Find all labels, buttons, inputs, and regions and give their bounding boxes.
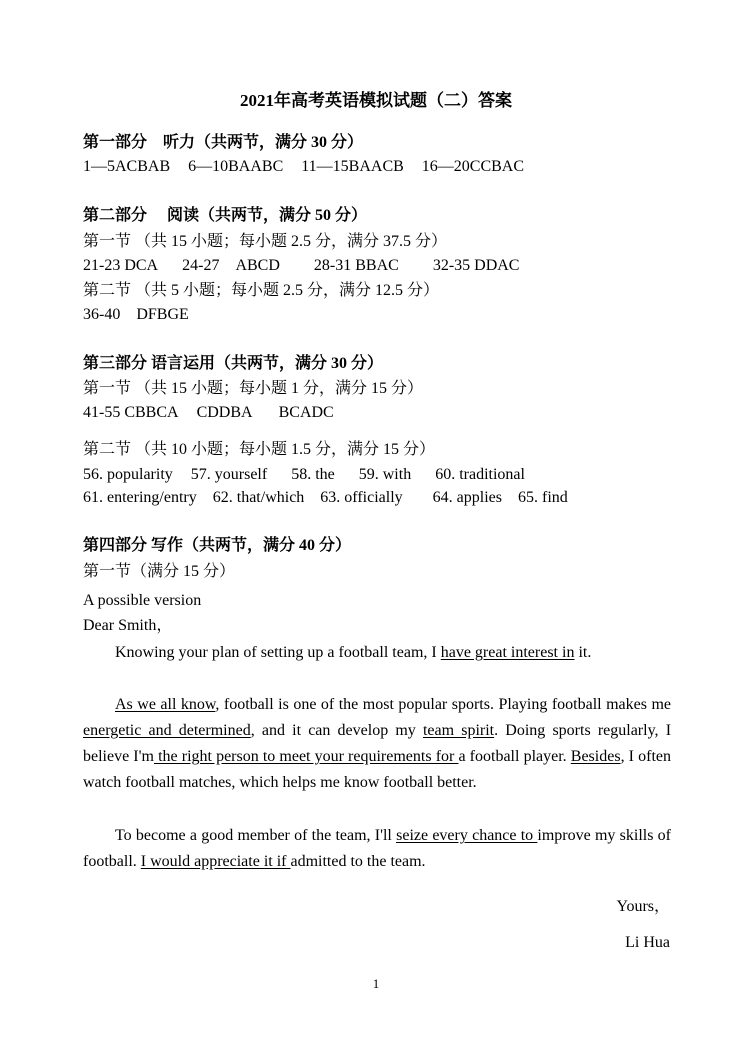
part4-section1: 第一节（满分 15 分） xyxy=(83,563,236,580)
part2-heading: 第二部分 阅读（共两节，满分 50 分） xyxy=(83,207,368,224)
part3-heading: 第三部分 语言运用（共两节，满分 30 分） xyxy=(83,355,384,372)
answer-group: 11—15BAACB xyxy=(301,158,404,175)
letter-paragraph-3: To become a good member of the team, I'll seize every chance to improve my skills of football. I would appreciate it if admitted to the team. xyxy=(83,827,671,870)
answer-item: 57. yourself xyxy=(190,466,268,483)
letter-signature: Li Hua xyxy=(625,934,670,951)
answer-item: 58. the xyxy=(291,466,335,483)
answer-item: 63. officially xyxy=(320,489,403,506)
letter-closing: Yours， xyxy=(616,898,670,915)
part1-answers xyxy=(83,157,524,177)
underlined-phrase: the right person to meet your requirements for xyxy=(153,748,459,765)
answer-group: BCADC xyxy=(278,404,334,421)
part3-section2: 第二节 （共 10 小题；每小题 1.5 分，满分 15 分） xyxy=(83,441,436,458)
answer-item: 56. popularity xyxy=(83,466,173,483)
page-number: 1 xyxy=(372,976,380,991)
part2-section1: 第一节 （共 15 小题；每小题 2.5 分，满分 37.5 分） xyxy=(83,233,448,250)
answer-group: CDDBA xyxy=(196,404,253,421)
page-title: 2021年高考英语模拟试题（二）答案 xyxy=(240,91,512,110)
underlined-phrase: energetic and determined xyxy=(83,722,251,739)
part3-row1 xyxy=(83,465,525,485)
letter-paragraph-1: Knowing your plan of setting up a football team, I have great interest in it. xyxy=(115,644,592,661)
answer-group: 24-27 ABCD xyxy=(182,257,280,274)
part3-answers1 xyxy=(83,403,334,423)
underlined-phrase: I would appreciate it if xyxy=(140,853,291,870)
answer-item: 62. that/which xyxy=(212,489,305,506)
letter-greeting: Dear Smith， xyxy=(83,617,173,634)
underlined-phrase: As we all know xyxy=(115,696,216,713)
answer-group: 41-55 CBBCA xyxy=(83,404,179,421)
part4-heading: 第四部分 写作（共两节，满分 40 分） xyxy=(83,537,352,554)
answer-group: 28-31 BBAC xyxy=(313,257,399,274)
answer-group: 1—5ACBAB xyxy=(83,158,171,175)
underlined-phrase: seize every chance to xyxy=(396,827,538,844)
letter-paragraph-2: As we all know, football is one of the most popular sports. Playing football makes me energetic and determined, and it can develop my team spirit. Doing sports regularly, I believe I'm the right person to meet your requirements for a football player. Besides, I often watch football matches, which helps me know football better. xyxy=(83,696,672,791)
part3-row2 xyxy=(83,488,568,508)
underlined-phrase: Besides xyxy=(570,748,621,765)
answer-group: 16—20CCBAC xyxy=(421,158,525,175)
part2-section2: 第二节 （共 5 小题；每小题 2.5 分，满分 12.5 分） xyxy=(83,282,440,299)
answer-group: 6—10BAABC xyxy=(188,158,284,175)
part1-heading: 第一部分 听力（共两节，满分 30 分） xyxy=(83,134,364,151)
part2-answers2: 36-40 DFBGE xyxy=(83,306,189,323)
sample-version-label: A possible version xyxy=(83,592,202,609)
part2-answers1 xyxy=(83,256,519,276)
answer-item: 64. applies xyxy=(432,489,502,506)
answer-item: 59. with xyxy=(358,466,412,483)
answer-item: 60. traditional xyxy=(435,466,525,483)
answer-item: 61. entering/entry xyxy=(83,489,197,506)
part3-section1: 第一节 （共 15 小题；每小题 1 分，满分 15 分） xyxy=(83,380,424,397)
answer-group: 21-23 DCA xyxy=(83,257,159,274)
answer-group: 32-35 DDAC xyxy=(432,257,520,274)
underlined-phrase: have great interest in xyxy=(440,644,575,661)
answer-item: 65. find xyxy=(517,489,568,506)
underlined-phrase: team spirit xyxy=(422,722,495,739)
